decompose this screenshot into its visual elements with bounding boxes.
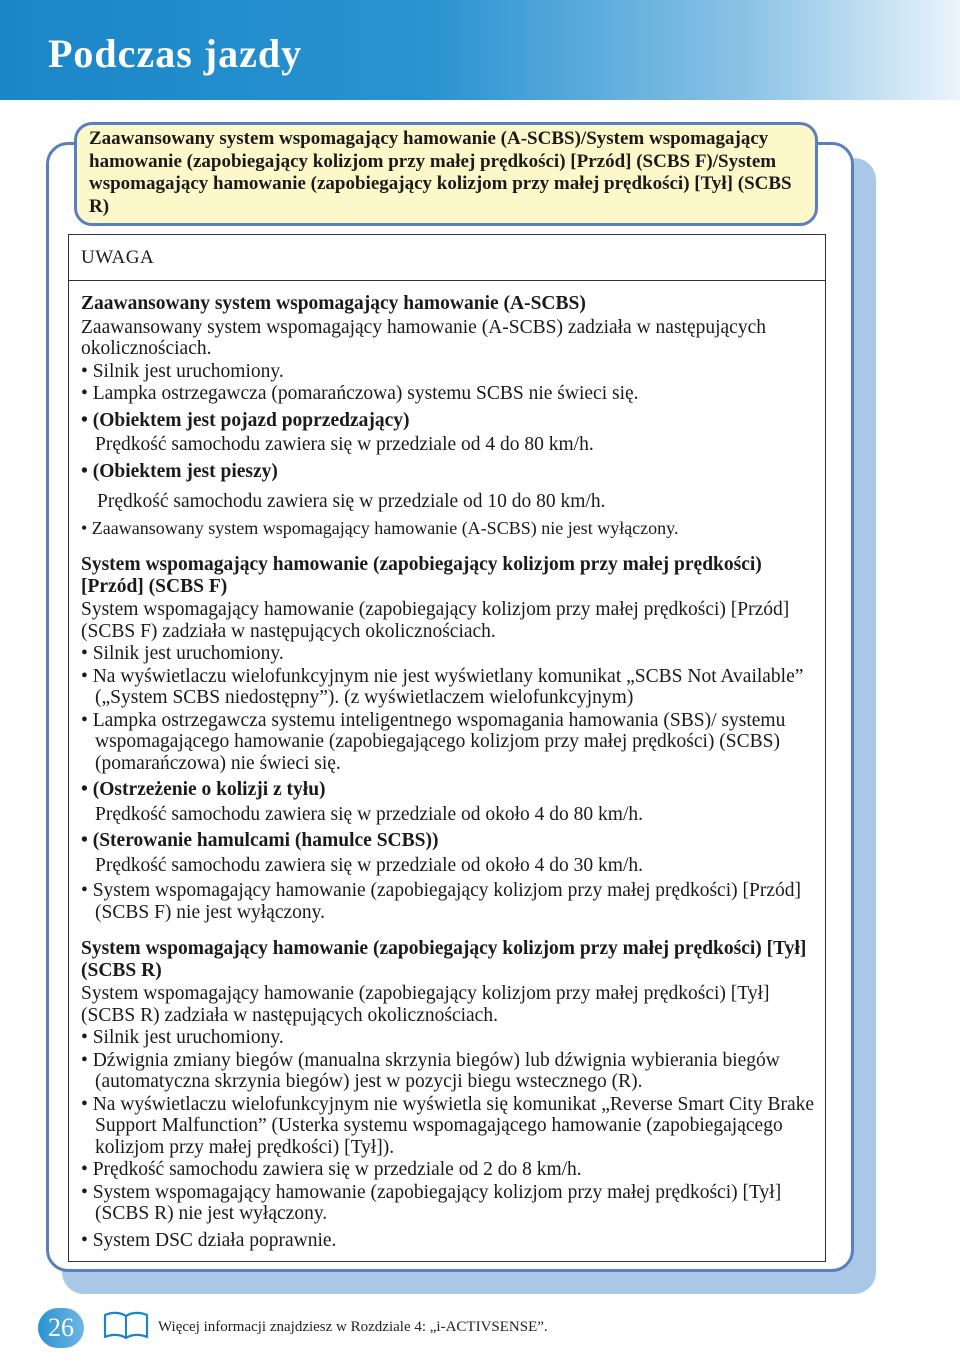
page-header	[0, 0, 960, 100]
section-title: Zaawansowany system wspomagający hamowanie (A-SCBS)/System wspomagający hamowanie (zapobiegający kolizjom przy małej prędkości) [Przód] (SCBS F)/System wspomagający hamowanie (zapobiegający kolizjom przy małej prędkości) [Tył] (SCBS R)	[74, 122, 818, 226]
s1-bullet-4-text: Prędkość samochodu zawiera się w przedziale od 10 do 80 km/h.	[97, 491, 606, 512]
s3-bullet-5: • System wspomagający hamowanie (zapobiegający kolizjom przy małej prędkości) [Tył] (SCBS R) nie jest wyłączony.	[81, 1181, 782, 1224]
s1-bullet-3: • (Obiektem jest pojazd poprzedzający)	[81, 409, 410, 431]
s3-bullet-2: • Dźwignia zmiany biegów (manualna skrzynia biegów) lub dźwignia wybierania biegów (automatyczna skrzynia biegów) jest w pozycji biegu wstecznego (R).	[81, 1049, 780, 1092]
s3-intro: System wspomagający hamowanie (zapobiegający kolizjom przy małej prędkości) [Tył] (SCBS R) zadziała w następujących okolicznościach.	[81, 983, 770, 1026]
s1-bullet-3-text: Prędkość samochodu zawiera się w przedziale od 4 do 80 km/h.	[95, 434, 594, 455]
s2-bullet-4: • (Ostrzeżenie o kolizji z tyłu)	[81, 779, 326, 800]
s3-bullet-6: • System DSC działa poprawnie.	[81, 1229, 337, 1251]
s2-bullet-1: • Silnik jest uruchomiony.	[81, 643, 284, 664]
s2-bullet-5: • (Sterowanie hamulcami (hamulce SCBS))	[81, 830, 439, 851]
s3-heading: System wspomagający hamowanie (zapobiegający kolizjom przy małej prędkości) [Tył] (SCBS R)	[81, 938, 807, 981]
s2-bullet-3: • Lampka ostrzegawcza systemu inteligentnego wspomagania hamowania (SBS)/ systemu wspomagającego hamowanie (zapobiegającego kolizjom przy małej prędkości) (SCBS) (pomarańczowa) nie świeci się.	[81, 709, 786, 774]
s3-bullet-4: • Prędkość samochodu zawiera się w przedziale od 2 do 8 km/h.	[81, 1159, 582, 1180]
s1-bullet-1: • Silnik jest uruchomiony.	[81, 360, 284, 382]
s1-bullet-4: • (Obiektem jest pieszy)	[81, 460, 278, 482]
s1-bullet-2: • Lampka ostrzegawcza (pomarańczowa) systemu SCBS nie świeci się.	[81, 383, 639, 404]
s3-bullet-3: • Na wyświetlaczu wielofunkcyjnym nie wyświetla się komunikat „Reverse Smart City Brake Support Malfunction” (Usterka systemu wspomagającego hamowanie (zapobiegającego kolizjom przy małej prędkości) [Tył]).	[81, 1093, 815, 1158]
s1-bullet-5: • Zaawansowany system wspomagający hamowanie (A-SCBS) nie jest wyłączony.	[81, 517, 679, 538]
s2-bullet-5-text: Prędkość samochodu zawiera się w przedziale od około 4 do 30 km/h.	[95, 854, 644, 876]
note-box	[68, 234, 826, 1262]
s2-heading: System wspomagający hamowanie (zapobiegający kolizjom przy małej prędkości) [Przód] (SCBS F)	[81, 554, 762, 597]
s1-heading: Zaawansowany system wspomagający hamowanie (A-SCBS)	[81, 293, 586, 314]
s3-bullet-1: • Silnik jest uruchomiony.	[81, 1027, 284, 1048]
book-icon	[102, 1310, 150, 1340]
page-title: Podczas jazdy	[48, 31, 303, 76]
s1-intro: Zaawansowany system wspomagający hamowanie (A-SCBS) zadziała w następujących okolicznościach.	[81, 316, 766, 359]
s2-bullet-2: • Na wyświetlaczu wielofunkcyjnym nie jest wyświetlany komunikat „SCBS Not Available” („System SCBS niedostępny”). (z wyświetlaczem wielofunkcyjnym)	[81, 665, 804, 708]
s2-bullet-6: • System wspomagający hamowanie (zapobiegający kolizjom przy małej prędkości) [Przód] (SCBS F) nie jest wyłączony.	[81, 880, 801, 923]
page-number: 26	[38, 1308, 84, 1348]
s2-bullet-4-text: Prędkość samochodu zawiera się w przedziale od około 4 do 80 km/h.	[95, 803, 644, 825]
s2-intro: System wspomagający hamowanie (zapobiegający kolizjom przy małej prędkości) [Przód] (SCBS F) zadziała w następujących okolicznościach.	[81, 599, 790, 642]
note-body	[69, 281, 825, 1251]
footer-reference: Więcej informacji znajdziesz w Rozdziale 4: „i-ACTIVSENSE”.	[158, 1319, 548, 1335]
note-label: UWAGA	[69, 235, 825, 281]
